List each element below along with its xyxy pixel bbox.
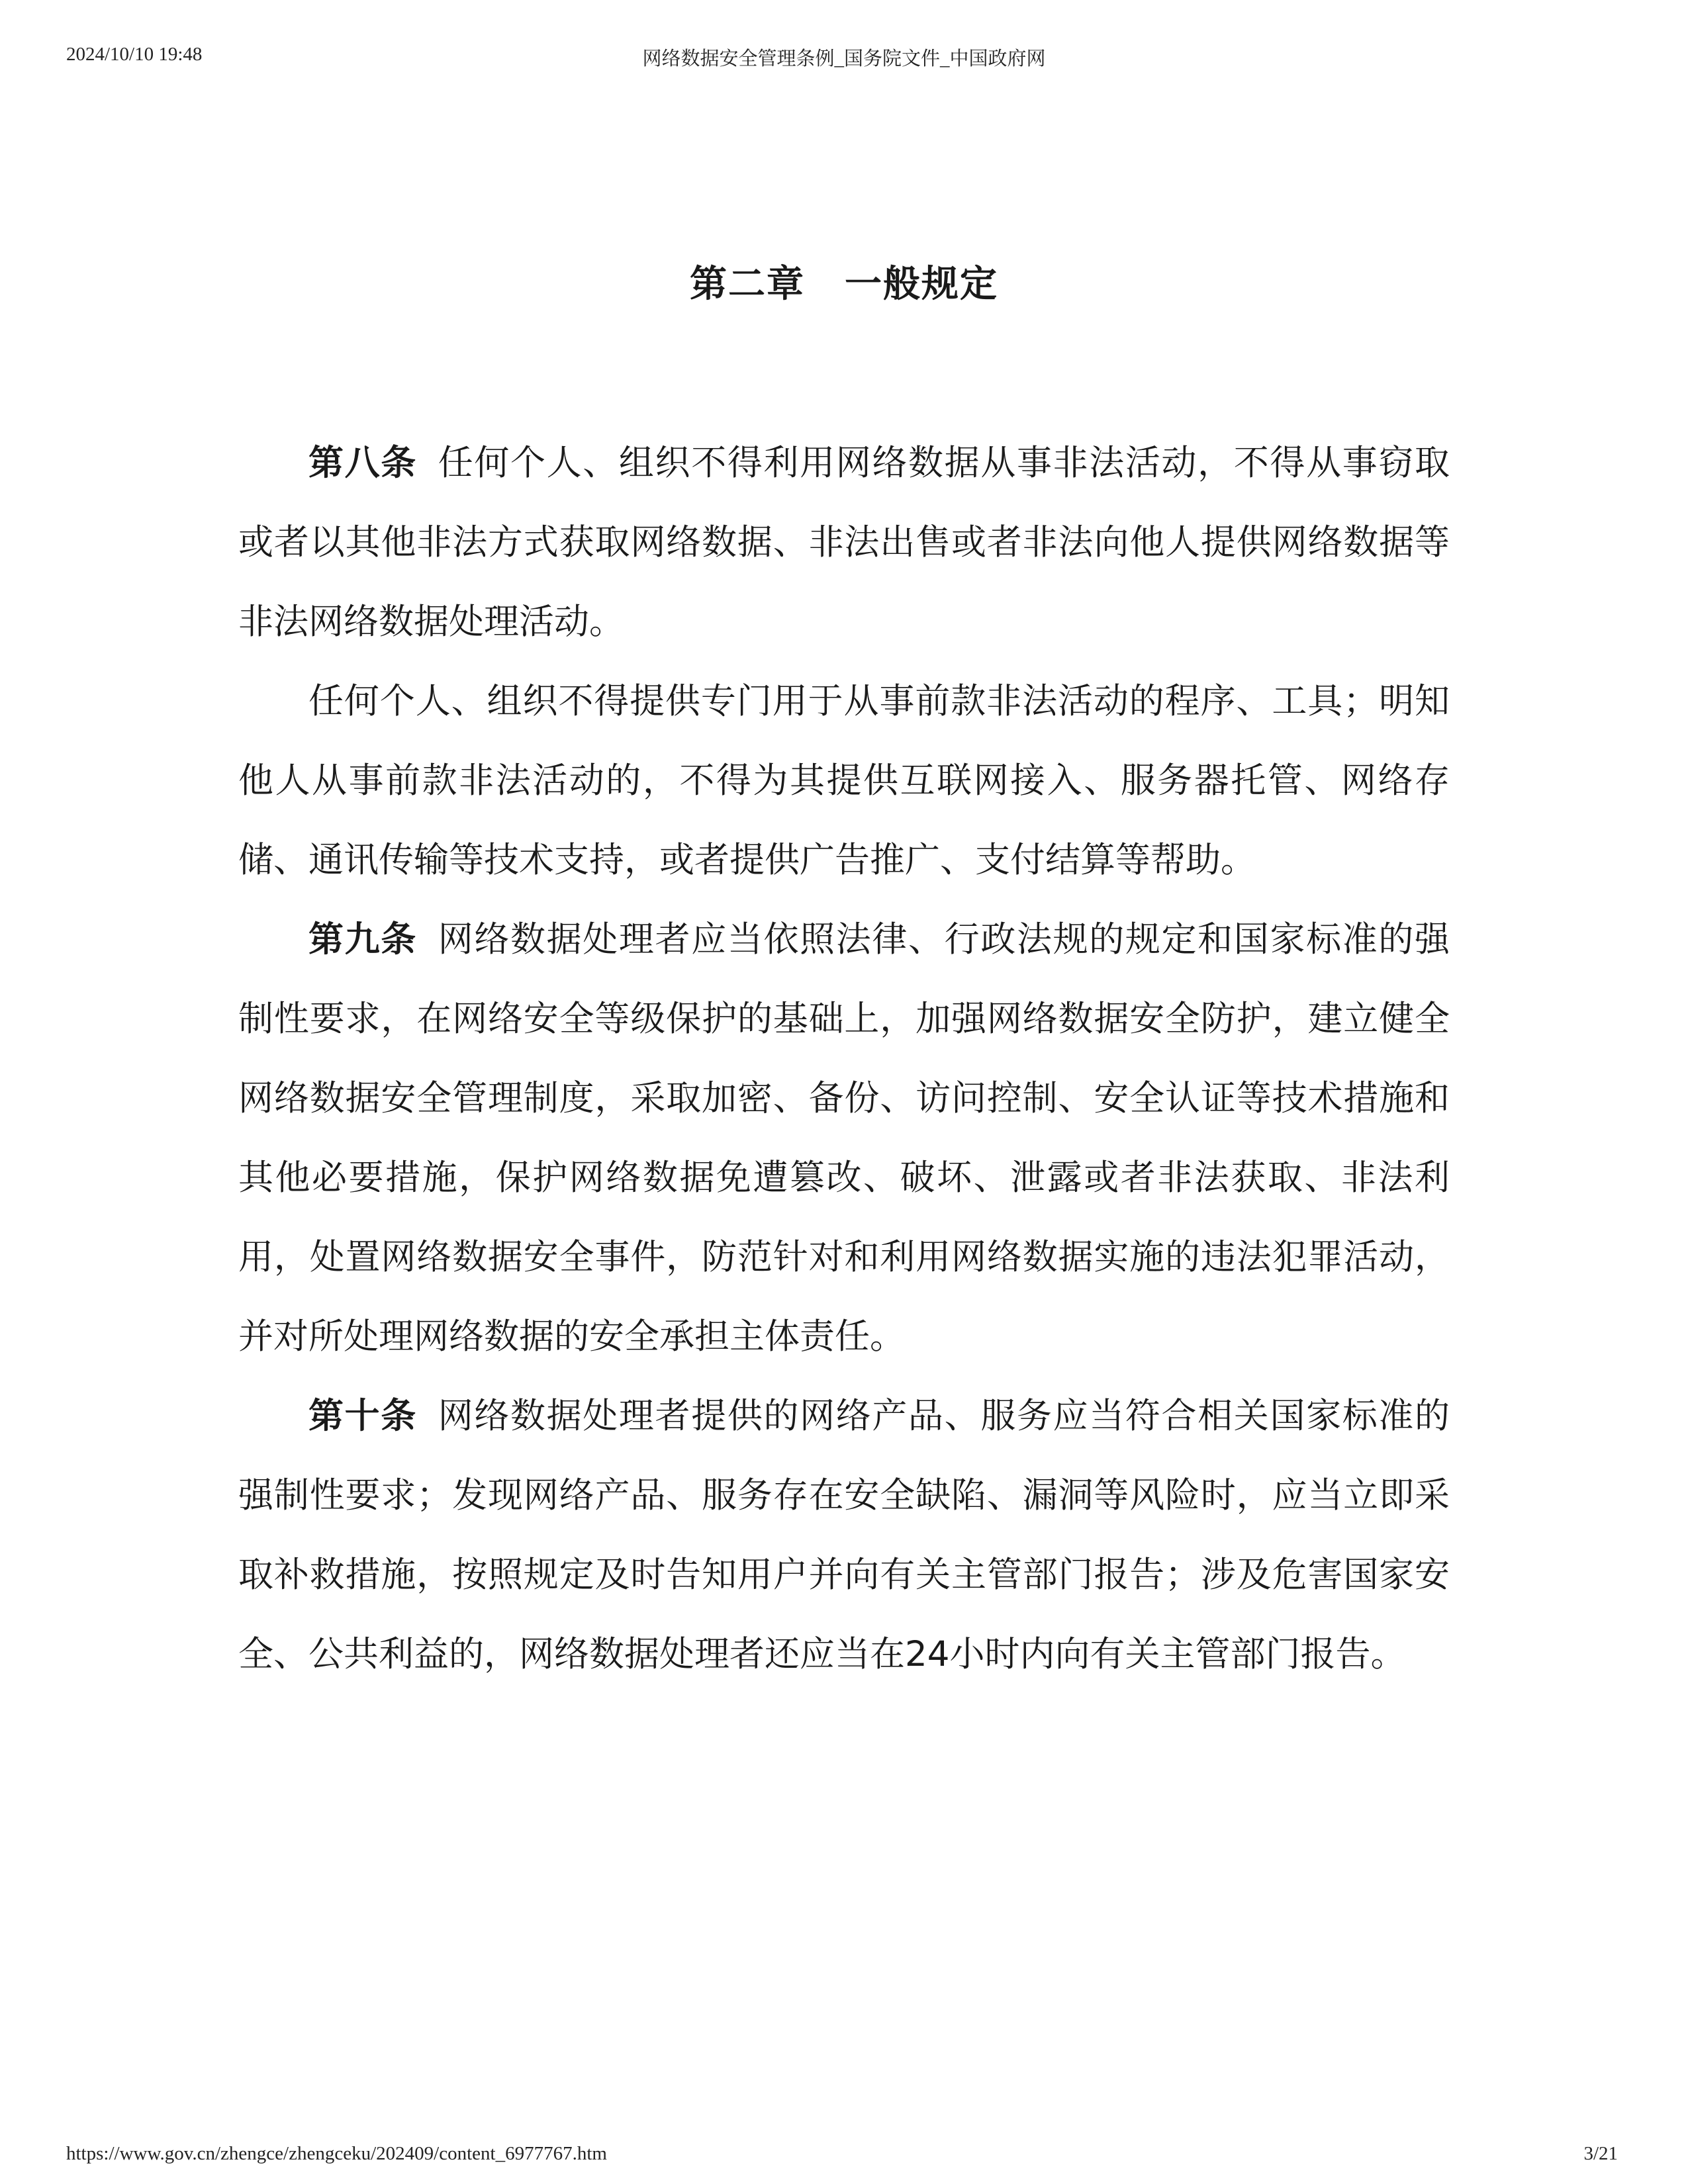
article-paragraph: [238, 662, 1450, 900]
chapter-heading: [238, 251, 1450, 318]
article-text: 任何个人、组织不得提供专门用于从事前款非法活动的程序、工具；明知他人从事前款非法活动的，不得为其提供互联网接入、服务器托管、网络存储、通讯传输等技术支持，或者提供广告推广、支付结算等帮助。: [238, 681, 1450, 880]
print-footer: [0, 2143, 1688, 2169]
article-text: 任何个人、组织不得利用网络数据从事非法活动，不得从事窃取或者以其他非法方式获取网络数据、非法出售或者非法向他人提供网络数据等非法网络数据处理活动。: [238, 443, 1450, 642]
chapter-title: 一般规定: [845, 263, 998, 306]
document-body: [238, 251, 1450, 1694]
print-page-title: 网络数据安全管理条例_国务院文件_中国政府网: [642, 48, 1046, 69]
article-label: 第八条: [308, 443, 417, 483]
article-text: 网络数据处理者应当依照法律、行政法规的规定和国家标准的强制性要求，在网络安全等级保护的基础上，加强网络数据安全防护，建立健全网络数据安全管理制度，采取加密、备份、访问控制、安全认证等技术措施和其他必要措施，保护网络数据免遭篡改、破坏、泄露或者非法获取、非法利用，处置网络数据安全事件，防范针对和利用网络数据实施的违法犯罪活动，并对所处理网络数据的安全承担主体责任。: [238, 919, 1450, 1357]
article-paragraph: [238, 1377, 1450, 1694]
article-paragraph: [238, 900, 1450, 1377]
print-header: [0, 44, 1688, 70]
article-paragraph: [238, 424, 1450, 662]
article-text: 网络数据处理者提供的网络产品、服务应当符合相关国家标准的强制性要求；发现网络产品、服务存在安全缺陷、漏洞等风险时，应当立即采取补救措施，按照规定及时告知用户并向有关主管部门报告；涉及危害国家安全、公共利益的，网络数据处理者还应当在24小时内向有关主管部门报告。: [238, 1396, 1450, 1674]
chapter-number: 第二章: [690, 263, 805, 306]
print-url: https://www.gov.cn/zhengce/zhengceku/202409/content_6977767.htm: [66, 2143, 607, 2164]
article-label: 第十条: [308, 1396, 417, 1436]
article-label: 第九条: [308, 919, 417, 960]
print-datetime: 2024/10/10 19:48: [66, 44, 203, 65]
print-page-number: 3/21: [1583, 2143, 1618, 2164]
